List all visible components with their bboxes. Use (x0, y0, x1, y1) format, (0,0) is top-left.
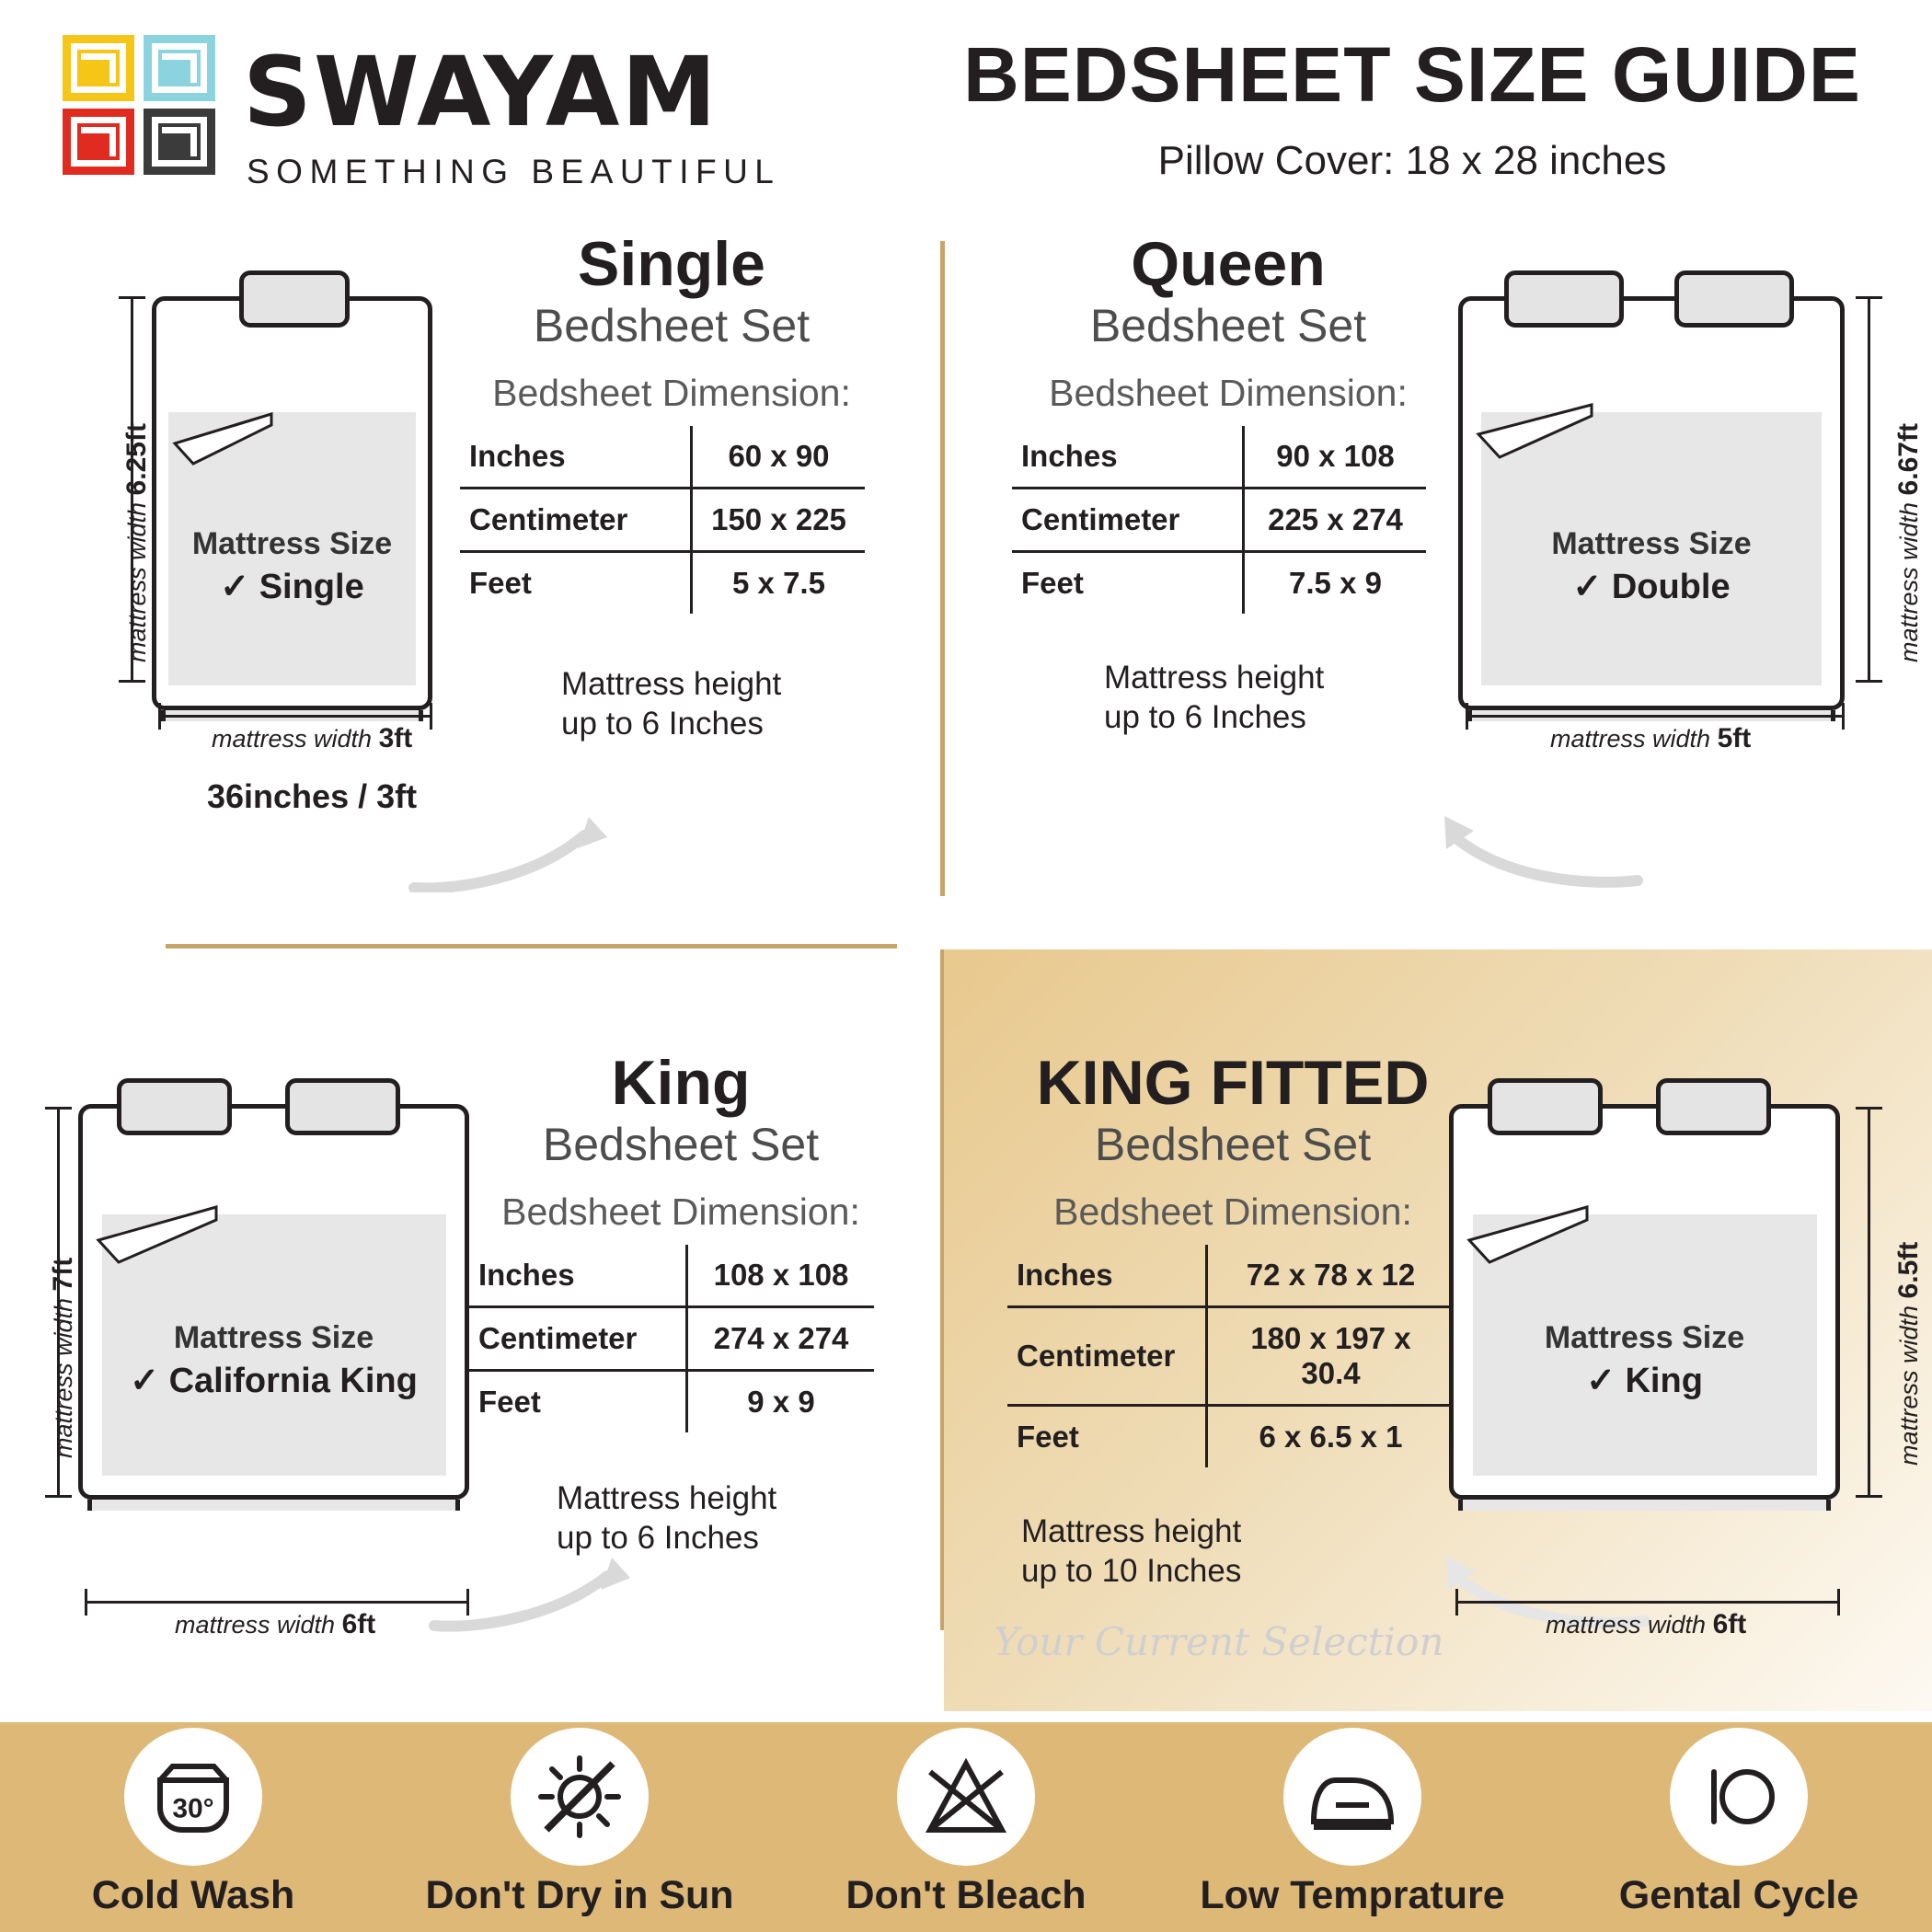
brand-logo (63, 35, 817, 190)
set-sub-king: Bedsheet Set (542, 1119, 820, 1170)
gentle-cycle-glyph (1670, 1728, 1808, 1866)
set-name-queen: Queen (1131, 229, 1326, 299)
table-row (469, 1307, 874, 1371)
value-cell: 274 x 274 (713, 1321, 849, 1355)
value-cell: 150 x 225 (711, 502, 846, 536)
dimension-label-queen: Bedsheet Dimension: (1049, 372, 1408, 414)
unit-cell: Feet (1007, 1406, 1207, 1468)
callout-arrow-icon (405, 782, 616, 892)
set-name-king-fitted: KING FITTED (1036, 1048, 1430, 1118)
height-rule-label-king-fitted: mattress width 6.5ft (1893, 1241, 1924, 1466)
no-bleach-glyph (897, 1728, 1035, 1866)
mattress-caption: Mattress Size (191, 526, 393, 561)
gentle-cycle-icon (1670, 1728, 1808, 1866)
table-row (460, 426, 865, 489)
table-row (460, 489, 865, 552)
table-row (1012, 426, 1426, 489)
cold-wash-icon (124, 1728, 262, 1866)
height-note-single: Mattress height up to 6 Inches (561, 666, 782, 742)
dimension-label-king-fitted: Bedsheet Dimension: (1053, 1190, 1412, 1233)
unit-cell: Inches (469, 1245, 687, 1307)
width-rule-label-single: mattress width 3ft (212, 723, 413, 753)
bed-diagram-king-fitted (1449, 1104, 1840, 1500)
divider-horizontal-left (166, 944, 897, 949)
bed-diagram-king (78, 1104, 469, 1500)
value-cell: 180 x 197 x 30.4 (1250, 1321, 1411, 1390)
height-rule-label-king: mattress width 7ft (48, 1257, 78, 1458)
unit-cell: Inches (1007, 1245, 1207, 1307)
header (0, 0, 1932, 216)
table-row (1007, 1245, 1454, 1307)
sheet-fold-icon (1449, 1104, 1840, 1500)
unit-cell: Centimeter (460, 489, 692, 552)
table-row (469, 1371, 874, 1433)
unit-cell: Feet (1012, 552, 1244, 615)
care-item-cold-wash (0, 1728, 386, 1918)
sheet-fold-icon (152, 296, 432, 710)
width-rule-single (158, 715, 432, 718)
sheet-fold-icon (1458, 296, 1845, 710)
width-rule-king (85, 1601, 469, 1604)
check-icon: ✓ (130, 1362, 160, 1400)
table-row (1012, 489, 1426, 552)
bed-caption-single (152, 526, 432, 607)
bed-caption-king (78, 1320, 469, 1401)
set-name-single: Single (577, 229, 766, 299)
pillow-cover-note: Pillow Cover: 18 x 28 inches (1157, 138, 1667, 183)
width-note-single: 36inches / 3ft (207, 777, 418, 815)
value-cell: 108 x 108 (713, 1258, 849, 1292)
table-row (460, 552, 865, 615)
unit-cell: Feet (469, 1371, 687, 1433)
care-label: Low Temprature (1200, 1873, 1505, 1917)
brand-tagline: SOMETHING BEAUTIFUL (247, 153, 781, 190)
table-row (1007, 1307, 1454, 1406)
unit-cell: Centimeter (1007, 1307, 1207, 1406)
bed-base (87, 1500, 460, 1511)
divider-vertical-top (940, 241, 945, 896)
mattress-caption: Mattress Size (1544, 1320, 1745, 1355)
no-bleach-icon (897, 1728, 1035, 1866)
care-item-gentle-cycle (1546, 1728, 1932, 1918)
set-sub-queen: Bedsheet Set (1089, 300, 1367, 351)
mattress-size: California King (168, 1362, 418, 1400)
bed-base (1458, 1500, 1831, 1511)
mattress-size: Single (259, 568, 364, 606)
section-single (0, 229, 938, 911)
width-rule-king-fitted (1455, 1601, 1840, 1604)
value-cell: 6 x 6.5 x 1 (1259, 1420, 1403, 1454)
section-king (0, 998, 938, 1642)
table-row (1012, 552, 1426, 615)
svg-text:30°: 30° (172, 1793, 214, 1824)
cold-wash-glyph (124, 1728, 262, 1866)
mattress-caption: Mattress Size (173, 1320, 374, 1355)
dimension-label-king: Bedsheet Dimension: (501, 1190, 860, 1233)
check-icon: ✓ (220, 568, 250, 606)
set-sub-single: Bedsheet Set (533, 300, 811, 351)
height-rule-label-single: mattress width 6.25ft (121, 423, 152, 662)
section-queen (948, 229, 1932, 911)
callout-arrow-icon (1426, 777, 1647, 888)
bed-diagram-single (152, 296, 432, 710)
unit-cell: Centimeter (469, 1307, 687, 1371)
unit-cell: Inches (460, 426, 692, 489)
brand-name: SWAYAM (243, 36, 719, 148)
height-rule-queen (1868, 296, 1870, 683)
dimension-table-king (469, 1245, 874, 1432)
bed-caption-king-fitted (1449, 1320, 1840, 1401)
care-label: Cold Wash (91, 1873, 295, 1917)
care-label: Don't Bleach (845, 1873, 1087, 1917)
height-note-king: Mattress height up to 6 Inches (557, 1480, 777, 1556)
low-temperature-iron-icon (1283, 1728, 1421, 1866)
table-row (1007, 1406, 1454, 1468)
care-item-no-bleach (773, 1728, 1159, 1918)
height-note-queen: Mattress height up to 6 Inches (1104, 660, 1325, 735)
check-icon: ✓ (1586, 1362, 1616, 1400)
dimension-table-single (460, 426, 865, 614)
value-cell: 60 x 90 (728, 439, 830, 473)
value-cell: 225 x 274 (1268, 502, 1403, 536)
width-rule-label-king-fitted: mattress width 6ft (1546, 1609, 1747, 1639)
table-row (469, 1245, 874, 1307)
unit-cell: Centimeter (1012, 489, 1244, 552)
height-rule-king-fitted (1868, 1107, 1870, 1498)
care-item-low-temperature (1159, 1728, 1546, 1918)
care-item-no-sun-dry (386, 1728, 773, 1918)
care-label: Gental Cycle (1618, 1873, 1859, 1917)
callout-arrow-icon (423, 1523, 639, 1633)
dimension-label-single: Bedsheet Dimension: (492, 372, 851, 414)
page-title: BEDSHEET SIZE GUIDE (963, 31, 1861, 118)
value-cell: 9 x 9 (747, 1385, 815, 1419)
height-rule-label-queen: mattress width 6.67ft (1893, 423, 1924, 662)
dimension-table-queen (1012, 426, 1426, 614)
set-sub-king-fitted: Bedsheet Set (1094, 1119, 1372, 1170)
check-icon: ✓ (1572, 568, 1603, 606)
width-rule-queen (1466, 715, 1845, 718)
value-cell: 5 x 7.5 (732, 566, 825, 600)
width-rule-label-queen: mattress width 5ft (1550, 723, 1752, 753)
bed-diagram-queen (1458, 296, 1845, 710)
value-cell: 72 x 78 x 12 (1246, 1258, 1416, 1292)
width-rule-label-king: mattress width 6ft (175, 1609, 376, 1639)
bed-caption-queen (1458, 526, 1845, 607)
unit-cell: Feet (460, 552, 692, 615)
mattress-size: King (1625, 1362, 1703, 1400)
section-king-fitted (948, 998, 1932, 1661)
care-label: Don't Dry in Sun (425, 1873, 734, 1917)
set-name-king: King (611, 1048, 751, 1118)
dimension-table-king-fitted (1007, 1245, 1454, 1467)
logo-mark-icon (63, 35, 228, 178)
mattress-size: Double (1611, 568, 1731, 606)
value-cell: 90 x 108 (1276, 439, 1395, 473)
value-cell: 7.5 x 9 (1289, 566, 1382, 600)
mattress-caption: Mattress Size (1551, 526, 1752, 561)
sheet-fold-icon (78, 1104, 469, 1500)
iron-glyph (1283, 1728, 1421, 1866)
no-sun-dry-icon (511, 1728, 649, 1866)
no-sun-dry-glyph (511, 1728, 649, 1866)
current-selection-note: Your Current Selection (994, 1619, 1444, 1664)
unit-cell: Inches (1012, 426, 1244, 489)
height-note-king-fitted: Mattress height up to 10 Inches (1021, 1513, 1242, 1589)
